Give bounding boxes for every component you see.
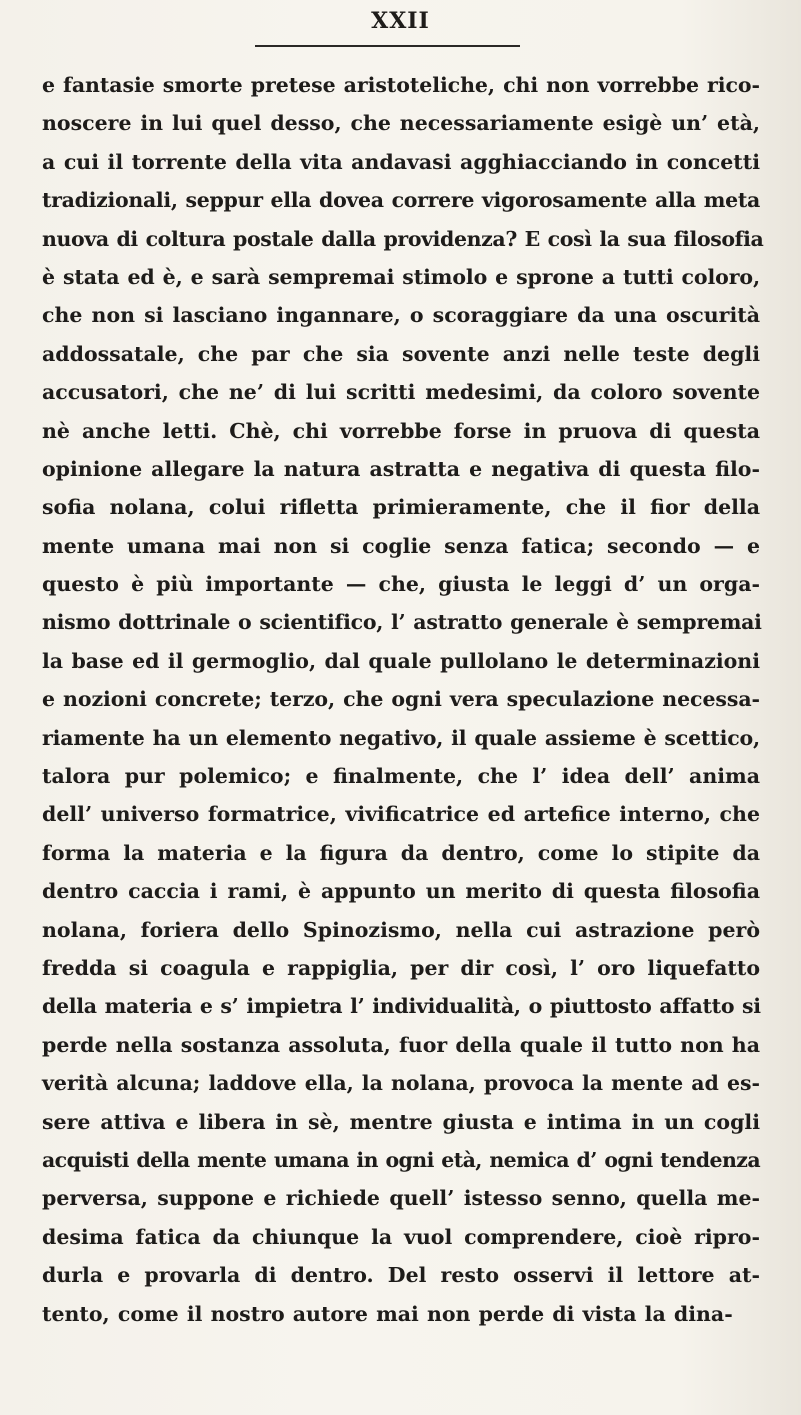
text-line: nè anche letti. Chè, chi vorrebbe forse in pruova di questa — [42, 418, 760, 443]
text-line: della materia e s’ impietra l’ individualità, o piuttosto affatto si — [42, 994, 761, 1019]
text-line: noscere in lui quel desso, che necessariamente esigè un’ età, — [42, 111, 760, 136]
text-line: fredda si coagula e rappiglia, per dir così, l’ oro liquefatto — [42, 955, 760, 980]
text-line: durla e provarla di dentro. Del resto osservi il lettore at- — [42, 1263, 760, 1288]
text-line: perde nella sostanza assoluta, fuor della quale il tutto non ha — [42, 1032, 760, 1057]
text-line: forma la materia e la figura da dentro, come lo stipite da — [42, 840, 760, 865]
text-line: verità alcuna; laddove ella, la nolana, provoca la mente ad es- — [42, 1071, 760, 1096]
text-line: sofia nolana, colui rifletta primieramente, che il fior della — [42, 495, 760, 520]
text-line: tradizionali, seppur ella dovea correre vigorosamente alla meta — [42, 188, 760, 213]
page-number: XXII — [371, 8, 430, 34]
header-rule — [255, 45, 520, 47]
text-line: desima fatica da chiunque la vuol comprendere, cioè ripro- — [42, 1224, 760, 1249]
text-line: che non si lasciano ingannare, o scoraggiare da una oscurità — [42, 303, 760, 328]
text-line: accusatori, che ne’ di lui scritti medesimi, da coloro sovente — [42, 380, 760, 405]
text-line: mente umana mai non si coglie senza fatica; secondo — e — [42, 533, 760, 558]
text-line: addossatale, che par che sia sovente anzi nelle teste degli — [42, 341, 760, 366]
text-line: dentro caccia i rami, è appunto un merito di questa filosofia — [42, 879, 760, 904]
text-line: e nozioni concrete; terzo, che ogni vera speculazione necessa- — [42, 687, 760, 712]
text-line: e fantasie smorte pretese aristoteliche, chi non vorrebbe rico- — [42, 73, 760, 97]
text-line: nuova di coltura postale dalla providenza? E così la sua filosofia — [42, 226, 764, 251]
text-line: dell’ universo formatrice, vivificatrice ed artefice interno, che — [42, 802, 760, 827]
text-line: questo è più importante — che, giusta le leggi d’ un orga- — [42, 572, 760, 597]
text-line: riamente ha un elemento negativo, il quale assieme è scettico, — [42, 725, 760, 750]
text-line: opinione allegare la natura astratta e negativa di questa filo- — [42, 456, 760, 481]
text-line: tento, come il nostro autore mai non perde di vista la dina- — [42, 1301, 733, 1326]
text-line: è stata ed è, e sarà sempremai stimolo e sprone a tutti coloro, — [42, 264, 760, 289]
text-line: la base ed il germoglio, dal quale pullolano le determinazioni — [42, 648, 760, 673]
text-line: a cui il torrente della vita andavasi agghiacciando in concetti — [42, 149, 760, 174]
body-text — [42, 66, 801, 1333]
text-line: perversa, suppone e richiede quell’ istesso senno, quella me- — [42, 1186, 760, 1211]
text-line: nismo dottrinale o scientifico, l’ astratto generale è sempremai — [42, 610, 762, 635]
text-line: sere attiva e libera in sè, mentre giusta e intima in un cogli — [42, 1109, 760, 1134]
text-line: nolana, foriera dello Spinozismo, nella cui astrazione però — [42, 917, 760, 942]
text-line: acquisti della mente umana in ogni età, nemica d’ ogni tendenza — [42, 1147, 760, 1172]
text-line: talora pur polemico; e finalmente, che l’ idea dell’ anima — [42, 764, 760, 789]
